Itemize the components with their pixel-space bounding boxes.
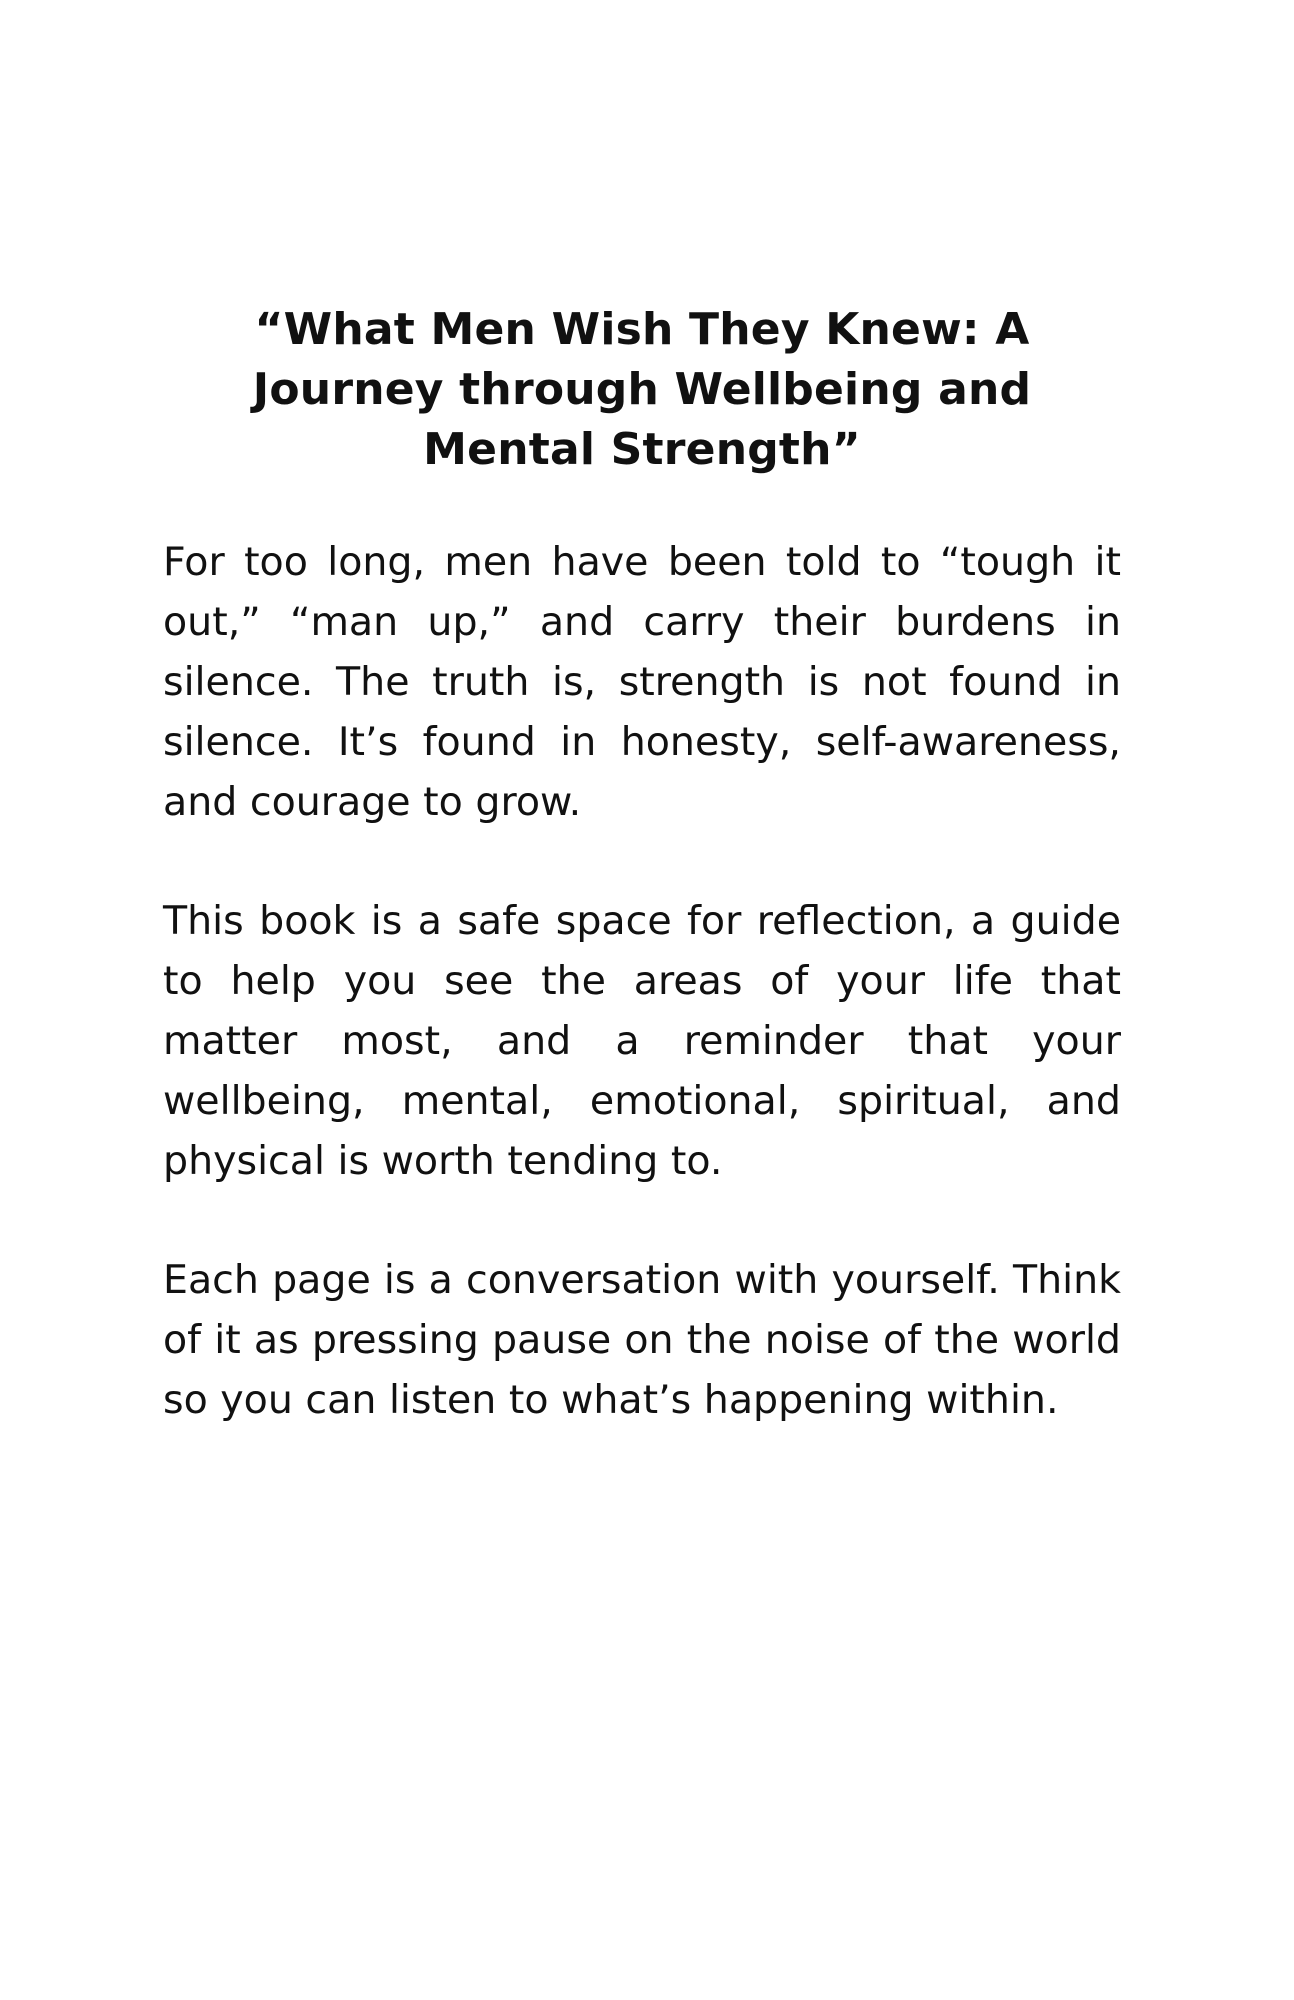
paragraph-conversation: Each page is a conversation with yourself. Think of it as pressing pause on the noise of the world so you can listen to what’s happening within. <box>163 1257 1121 1423</box>
paragraph-purpose: This book is a safe space for reflection, a guide to help you see the areas of your life that matter most, and a reminder that your wellbeing, mental, emotional, spiritual, and physical is worth tending to. <box>163 898 1121 1184</box>
page-title: “What Men Wish They Knew: A Journey through Wellbeing and Mental Strength” <box>252 304 1032 475</box>
paragraph-intro: For too long, men have been told to “tough it out,” “man up,” and carry their burdens in silence. The truth is, strength is not found in silence. It’s found in honesty, self-awareness, and courage to grow. <box>163 539 1121 825</box>
page-content <box>163 300 1121 1430</box>
